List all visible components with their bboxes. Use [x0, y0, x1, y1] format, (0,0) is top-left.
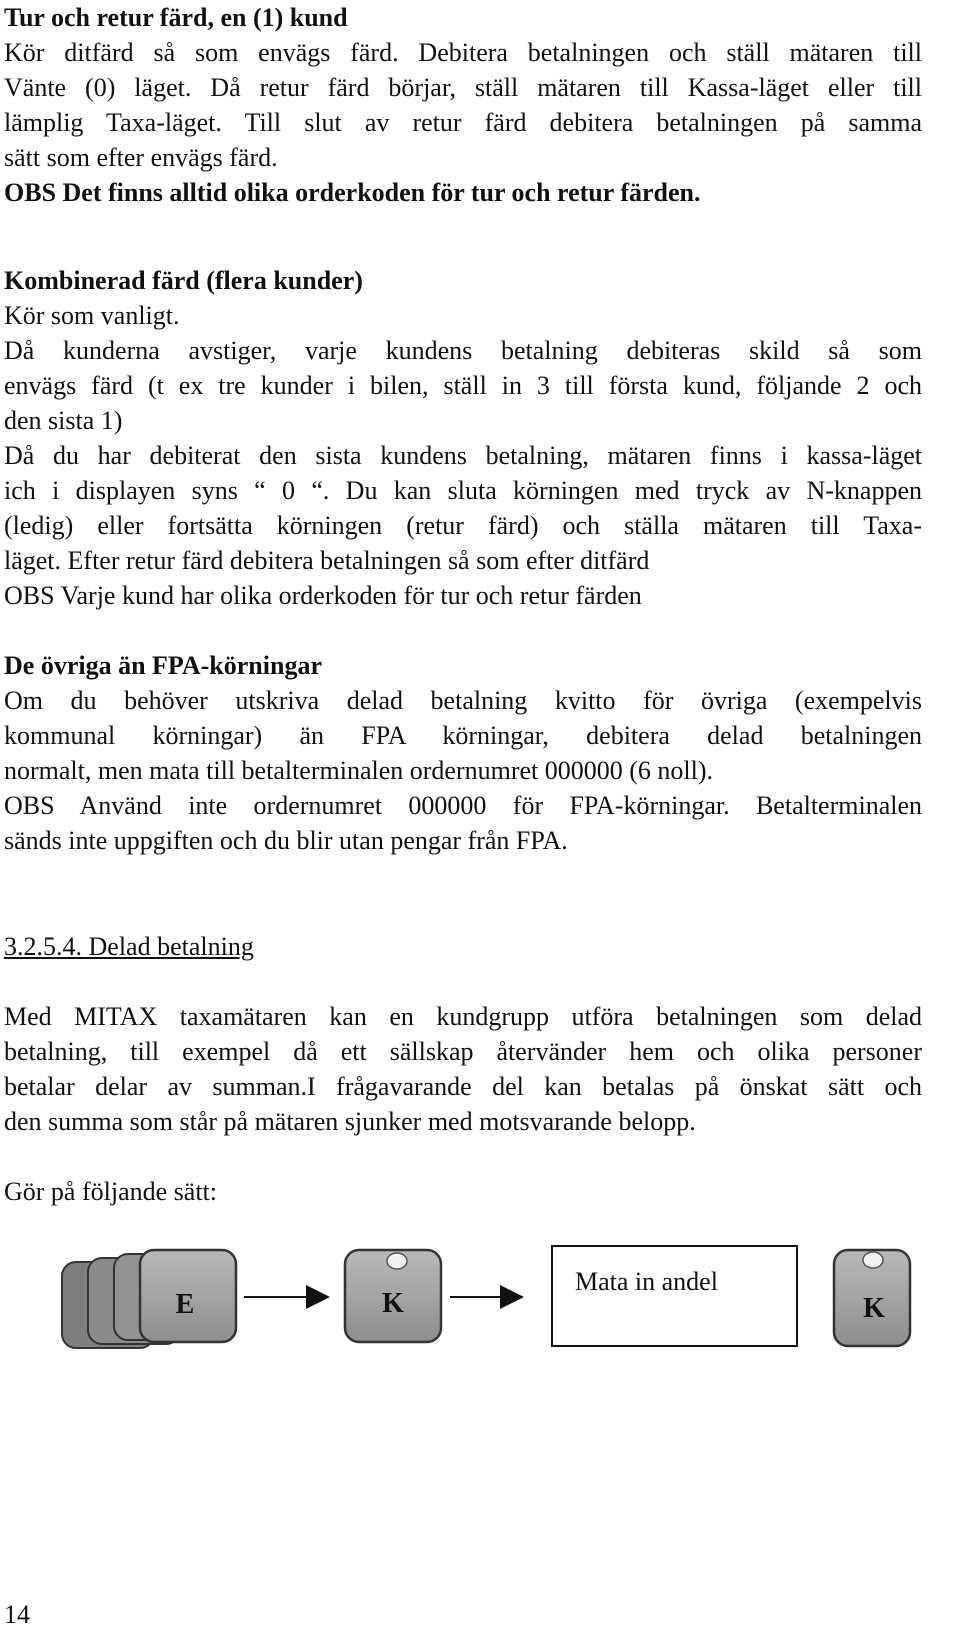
paragraph-line: (ledig) eller fortsätta körningen (retur färd) och ställa mätaren till Taxa-	[4, 511, 922, 540]
page-number: 14	[4, 1600, 30, 1629]
led-dot-icon	[863, 1252, 883, 1268]
enter-share-label: Mata in andel	[575, 1267, 718, 1296]
section-heading-other-than-fpa: De övriga än FPA-körningar	[4, 651, 322, 680]
paragraph-line: Med MITAX taxamätaren kan en kundgrupp utföra betalningen som delad	[4, 1002, 922, 1031]
paragraph-line: kommunal körningar) än FPA körningar, debitera delad betalningen	[4, 721, 922, 750]
e-key-label: E	[175, 1289, 195, 1320]
paragraph-line: läget. Efter retur färd debitera betalningen så som efter ditfärd	[4, 546, 650, 575]
paragraph-line: Vänte (0) läget. Då retur färd börjar, ställ mätaren till Kassa-läget eller till	[4, 73, 922, 102]
led-dot-icon	[387, 1253, 407, 1269]
paragraph-line: envägs färd (t ex tre kunder i bilen, ställ in 3 till första kund, följande 2 och	[4, 371, 922, 400]
enter-share-box	[552, 1246, 797, 1346]
paragraph-line: sänds inte uppgiften och du blir utan pengar från FPA.	[4, 826, 568, 855]
paragraph-line: normalt, men mata till betalterminalen ordernumret 000000 (6 noll).	[4, 756, 714, 785]
paragraph-line: Om du behöver utskriva delad betalning kvitto för övriga (exempelvis	[4, 686, 922, 715]
paragraph-line: sätt som efter envägs färd.	[4, 143, 278, 172]
paragraph-line: lämplig Taxa-läget. Till slut av retur färd debitera betalningen på samma	[4, 108, 922, 137]
k-key	[834, 1250, 910, 1346]
paragraph-line: den summa som står på mätaren sjunker med motsvarande belopp.	[4, 1107, 696, 1136]
key-sequence-diagram	[0, 1240, 960, 1420]
paragraph-line: Då du har debiterat den sista kundens betalning, mätaren finns i kassa-läget	[4, 441, 922, 470]
paragraph-line: OBS Varje kund har olika orderkoden för tur och retur färden	[4, 581, 642, 610]
paragraph-line: ich i displayen syns “ 0 “. Du kan sluta körningen med tryck av N-knappen	[4, 476, 922, 505]
k-key	[345, 1250, 441, 1342]
paragraph-line: betalar delar av summan.I frågavarande del kan betalas på önskat sätt och	[4, 1072, 922, 1101]
section-heading-split-payment: 3.2.5.4. Delad betalning	[4, 932, 254, 961]
k-key-label: K	[863, 1293, 885, 1324]
e-key-stack	[62, 1250, 236, 1348]
section-heading-combined-trip: Kombinerad färd (flera kunder)	[4, 266, 363, 295]
instruction-line: Gör på följande sätt:	[4, 1177, 217, 1206]
note-line: OBS Det finns alltid olika orderkoden för tur och retur färden.	[4, 178, 701, 207]
paragraph-line: Kör ditfärd så som envägs färd. Debitera betalningen och ställ mätaren till	[4, 38, 922, 67]
paragraph-line: den sista 1)	[4, 406, 123, 435]
paragraph-line: OBS Använd inte ordernumret 000000 för FPA-körningar. Betalterminalen	[4, 791, 922, 820]
paragraph-line: Då kunderna avstiger, varje kundens betalning debiteras skild så som	[4, 336, 922, 365]
paragraph-line: Kör som vanligt.	[4, 301, 180, 330]
arrow-icon	[244, 1285, 330, 1309]
k-key-label: K	[382, 1288, 404, 1319]
section-heading-round-trip: Tur och retur färd, en (1) kund	[4, 3, 348, 32]
arrow-icon	[450, 1285, 524, 1309]
paragraph-line: betalning, till exempel då ett sällskap återvänder hem och olika personer	[4, 1037, 922, 1066]
